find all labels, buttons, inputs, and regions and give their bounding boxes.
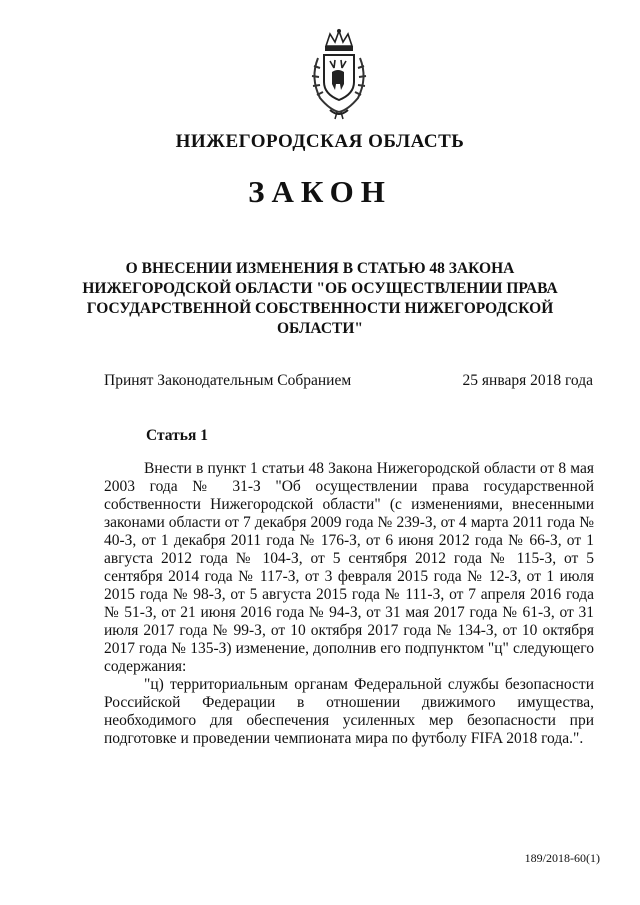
law-title: [70, 259, 570, 339]
adoption-date: 25 января 2018 года: [462, 372, 593, 389]
law-title-line: О ВНЕСЕНИИ ИЗМЕНЕНИЯ В СТАТЬЮ 48 ЗАКОНА: [125, 260, 515, 277]
coat-of-arms-icon: [304, 28, 374, 120]
law-title-line: НИЖЕГОРОДСКОЙ ОБЛАСТИ "ОБ ОСУЩЕСТВЛЕНИИ ПРАВА: [82, 280, 558, 297]
article-heading: Статья 1: [146, 427, 208, 444]
law-title-line: ОБЛАСТИ": [276, 320, 364, 337]
document-type: ЗАКОН: [248, 174, 392, 209]
article-paragraph: Внести в пункт 1 статьи 48 Закона Нижегородской области от 8 мая 2003 года № 31-З "Об осуществлении права государственной собственности Нижегородской области" (с изменениями, внесенными законами области от 7 декабря 2009 года № 239-З, от 4 марта 2011 года № 40-З, от 1 декабря 2011 года № 176-З, от 6 июня 2012 года № 66-З, от 1 августа 2012 года № 104-З, от 5 сентября 2012 года № 115-З, от 5 сентября 2014 года № 117-З, от 3 февраля 2015 года № 12-З, от 1 июля 2015 года № 98-З, от 5 августа 2015 года № 111-З, от 7 апреля 2016 года № 51-З, от 21 июня 2016 года № 94-З, от 31 мая 2017 года № 61-З, от 31 июля 2017 года № 99-З, от 10 октября 2017 года № 134-З, от 10 октября 2017 года № 135-З) изменение, дополнив его подпунктом "ц" следующего содержания:: [104, 460, 594, 675]
document-number: 189/2018-60(1): [524, 851, 600, 865]
adoption-line: [104, 372, 593, 390]
region-heading: НИЖЕГОРОДСКАЯ ОБЛАСТЬ: [175, 131, 465, 152]
law-title-line: ГОСУДАРСТВЕННОЙ СОБСТВЕННОСТИ НИЖЕГОРОДСКОЙ: [86, 300, 554, 317]
article-paragraph: "ц) территориальным органам Федеральной службы безопасности Российской Федерации в отношении движимого имущества, необходимого для обеспечения усиленных мер безопасности при подготовке и проведении чемпионата мира по футболу FIFA 2018 года.".: [104, 676, 594, 747]
adopted-by: Принят Законодательным Собранием: [104, 372, 352, 389]
article-body: [104, 460, 594, 748]
